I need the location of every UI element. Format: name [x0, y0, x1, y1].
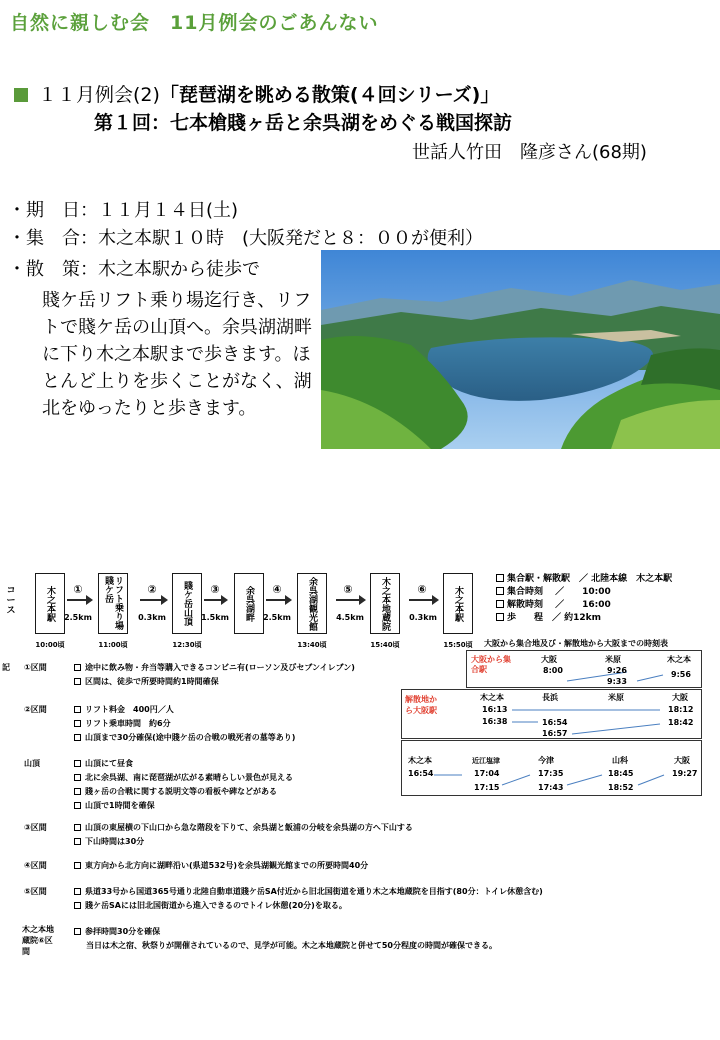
section-label: 木之本地蔵院⑥区間	[22, 925, 54, 956]
timetable-to-meeting	[466, 650, 702, 688]
segment-number: ②	[147, 583, 157, 596]
segment-distance: 1.5km	[201, 613, 229, 622]
stop-jizoin: 木之本地蔵院	[370, 573, 400, 634]
timetable-cell: 17:35	[538, 769, 564, 778]
course-label: コース	[6, 586, 16, 616]
arrow-icon	[266, 599, 290, 601]
stop-kinomoto-station: 木之本駅	[35, 573, 65, 634]
event-month-label: １１月例会(2)	[38, 84, 160, 106]
segment-number: ④	[272, 583, 282, 596]
segment-distance: 2.5km	[64, 613, 92, 622]
segment-distance: 0.3km	[138, 613, 166, 622]
section-label: ②区間	[24, 705, 47, 714]
timetable-cell: 9:26	[607, 666, 627, 675]
timetable-header: 大阪	[672, 693, 688, 702]
timetable-cell: 16:38	[482, 717, 508, 726]
timetable-header: 米原	[605, 655, 621, 664]
segment-distance: 2.5km	[263, 613, 291, 622]
notes-marker: 記	[2, 663, 10, 672]
stop-time: 13:40頃	[297, 641, 327, 649]
note-line: 賤ケ岳SAには旧北国街道から進入できるのでトイレ休憩(20分)を取る。	[74, 900, 347, 911]
note-line: 山頂まで30分確保(途中賤ケ岳の合戦の戦死者の墓等あり)	[74, 732, 295, 743]
timetable-cell: 17:04	[474, 769, 500, 778]
stop-lake-hall: 余呉湖観光館	[297, 573, 327, 634]
stop-time: 15:40頃	[370, 641, 400, 649]
section-label: ①区間	[24, 663, 47, 672]
checkbox-icon	[74, 760, 81, 767]
timetable-header: 今津	[538, 756, 554, 765]
checkbox-icon	[496, 600, 504, 608]
info-row: 歩 程 ／ 約12km	[496, 612, 672, 625]
stop-kinomoto-station-end: 木之本駅	[443, 573, 473, 634]
timetable-cell: 19:27	[672, 769, 698, 778]
checkbox-icon	[74, 788, 81, 795]
stop-summit: 賤ケ岳山頂	[172, 573, 202, 634]
segment-number: ③	[210, 583, 220, 596]
timetable-cell: 18:45	[608, 769, 634, 778]
arrow-icon	[140, 599, 166, 601]
arrow-icon	[409, 599, 437, 601]
timetable-from-dismissal	[401, 689, 702, 739]
checkbox-icon	[74, 824, 81, 831]
note-line: 区間は、徒歩で所要時間約1時間確保	[74, 676, 219, 687]
segment-number: ⑥	[417, 583, 427, 596]
note-line: 途中に飲み物・弁当等購入できるコンビニ有(ローソン及びセブンイレブン)	[74, 662, 355, 673]
section-label: ⑤区間	[24, 887, 47, 896]
checkbox-icon	[74, 774, 81, 781]
date-row: ・期 日：１１月１４日(土)	[8, 200, 239, 221]
checkbox-icon	[74, 720, 81, 727]
info-row: 集合駅・解散駅 ／ 北陸本線 木之本駅	[496, 573, 672, 586]
timetable-header: 長浜	[542, 693, 558, 702]
timetable-cell: 16:13	[482, 705, 508, 714]
segment-distance: 4.5km	[336, 613, 364, 622]
note-line: リフト料金 400円／人	[74, 704, 174, 715]
timetable-header: 山科	[612, 756, 628, 765]
timetable-cell: 18:42	[668, 718, 694, 727]
segment-number: ①	[73, 583, 83, 596]
stop-time: 10:00頃	[35, 641, 65, 649]
bullet-square-icon	[14, 88, 28, 102]
organizer: 世話人竹田 隆彦さん(68期)	[412, 142, 647, 163]
walk-label: ・散 策：木之本駅から徒歩で	[8, 259, 260, 280]
checkbox-icon	[74, 862, 81, 869]
event-title	[14, 80, 499, 107]
checkbox-icon	[496, 613, 504, 621]
checkbox-icon	[496, 587, 504, 595]
section-label: 山頂	[24, 759, 40, 768]
note-line: 当日は木之宿、秋祭りが開催されているので、見学が可能。木之本地蔵院と併せて50分程度の時間が確保できる。	[86, 941, 497, 950]
checkbox-icon	[74, 838, 81, 845]
note-line: 北に余呉湖、南に琵琶湖が広がる素晴らしい景色が見える	[74, 772, 293, 783]
checkbox-icon	[74, 678, 81, 685]
note-line: 山頂にて昼食	[74, 758, 133, 769]
note-line: 賤ヶ岳の合戦に関する説明文等の看板や碑などがある	[74, 786, 277, 797]
timetable-header: 大阪	[541, 655, 557, 664]
info-row: 集合時刻 ／ 10:00	[496, 586, 672, 599]
walk-description: 賤ケ岳リフト乗り場迄行き、リフトで賤ケ岳の山頂へ。余呉湖湖畔に下り木之本駅まで歩きます。ほとんど上りを歩くことがなく、湖北をゆったりと歩きます。	[42, 290, 312, 419]
timetable-cell: 9:56	[671, 670, 691, 679]
note-line: 下山時間は30分	[74, 836, 144, 847]
page-title: 自然に親しむ会 11月例会のごあんない	[10, 12, 379, 34]
segment-distance: 0.3km	[409, 613, 437, 622]
event-series-title: 「琵琶湖を眺める散策(４回シリーズ)」	[159, 84, 500, 106]
stop-lift-station: リフト乗り場賤ケ岳	[98, 573, 128, 634]
timetable-cell: 9:33	[607, 677, 627, 686]
timetable-cell: 16:57	[542, 729, 568, 738]
timetable-header: 米原	[608, 693, 624, 702]
event-subtitle: 第１回：七本槍賤ヶ岳と余呉湖をめぐる戦国探訪	[94, 112, 513, 134]
note-line: 山頂の東屋横の下山口から急な階段を下りて、余呉湖と飯浦の分岐を余呉湖の方へ下山する	[74, 822, 413, 833]
timetable-header: 木之本	[408, 756, 432, 765]
arrow-icon	[67, 599, 91, 601]
checkbox-icon	[74, 664, 81, 671]
arrow-icon	[204, 599, 226, 601]
timetable-cell: 18:52	[608, 783, 634, 792]
note-line: 県道33号から国道365号通り北陸自動車道賤ケ岳SA付近から旧北国街道を通り木之本地蔵院を目指す(80分：トイレ休憩含む)	[74, 886, 543, 897]
checkbox-icon	[496, 574, 504, 582]
timetable-cell: 17:43	[538, 783, 564, 792]
timetable-cell: 16:54	[408, 769, 434, 778]
timetable-alt-route	[401, 740, 702, 796]
checkbox-icon	[74, 734, 81, 741]
note-line: 東方向から北方向に湖畔沿い(県道532号)を余呉湖観光館までの所要時間40分	[74, 860, 368, 871]
note-line: 参拝時間30分を確保	[74, 926, 160, 937]
timetable-header: 大阪	[674, 756, 690, 765]
stop-time: 15:50頃	[443, 641, 473, 649]
checkbox-icon	[74, 902, 81, 909]
info-row: 解散時刻 ／ 16:00	[496, 599, 672, 612]
timetable-header: 木之本	[480, 693, 504, 702]
lake-photo	[321, 250, 720, 449]
section-label: ④区間	[24, 861, 47, 870]
checkbox-icon	[74, 888, 81, 895]
timetable-cell: 8:00	[543, 666, 563, 675]
checkbox-icon	[74, 928, 81, 935]
segment-number: ⑤	[343, 583, 353, 596]
stop-lakeside: 余呉湖畔	[234, 573, 264, 634]
note-line: リフト乗車時間 約6分	[74, 718, 171, 729]
meeting-row: ・集 合：木之本駅１０時 (大阪発だと８：００が便利）	[8, 228, 484, 249]
section-label: ③区間	[24, 823, 47, 832]
checkbox-icon	[74, 802, 81, 809]
stop-time: 12:30頃	[172, 641, 202, 649]
timetable-cell: 16:54	[542, 718, 568, 727]
timetable-cell: 18:12	[668, 705, 694, 714]
timetable-label: 解散地から大阪駅	[405, 695, 437, 715]
note-line: 山頂で1時間を確保	[74, 800, 155, 811]
timetable-header: 木之本	[667, 655, 691, 664]
timetable-cell: 17:15	[474, 783, 500, 792]
meeting-info	[496, 573, 672, 625]
timetable-header: 近江塩津	[472, 757, 500, 765]
stop-time: 11:00頃	[98, 641, 128, 649]
timetable-label: 大阪から集合駅	[471, 655, 511, 674]
checkbox-icon	[74, 706, 81, 713]
arrow-icon	[336, 599, 364, 601]
timetable-title: 大阪から集合地及び・解散地から大阪までの時刻表	[484, 639, 668, 648]
